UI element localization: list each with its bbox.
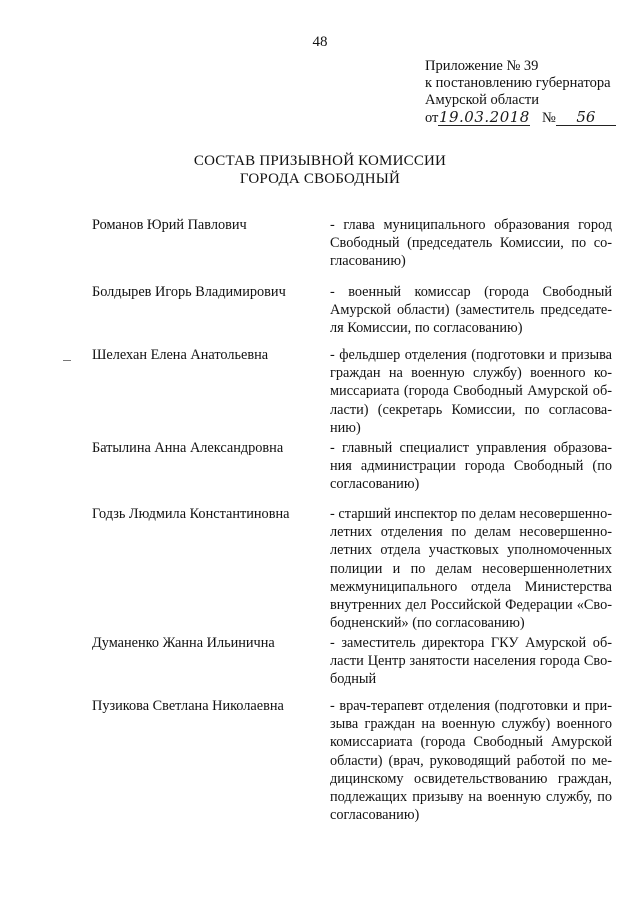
appendix-date-line: [425, 109, 616, 127]
member-name: Батылина Анна Александровна: [92, 440, 284, 456]
document-title: [0, 152, 640, 188]
appendix-line-1: Приложение № 39: [425, 58, 539, 74]
handwritten-number: 56: [556, 109, 616, 126]
member-role: - врач-терапевт отделения (подготовки и призыва граждан на военную службу) военного комиссариата (города Свободный Амурской области) (врач, руководящий работой по медицинскому освидетельствованию граждан, подлежащих призыву на военную службу, по согласованию): [330, 698, 612, 824]
member-name: Годзь Людмила Константиновна: [92, 506, 290, 522]
member-name: Пузикова Светлана Николаевна: [92, 698, 284, 714]
member-role: - военный комиссар (города Свободный Амурской области) (заместитель председателя Комиссии, по согласованию): [330, 284, 612, 337]
appendix-header: [425, 58, 616, 127]
page-number: 48: [312, 34, 328, 50]
handwritten-date: 19.03.2018: [438, 108, 530, 126]
member-role: - фельдшер отделения (подготовки и призыва граждан на военную службу) военного комиссариата (города Свободный Амурской области) (секретарь Комиссии, по согласованию): [330, 347, 612, 436]
member-name: Шелехан Елена Анатольевна: [92, 347, 269, 363]
title-line-2: ГОРОДА СВОБОДНЫЙ: [239, 171, 401, 187]
date-prefix: от: [425, 110, 439, 126]
member-name: Болдырев Игорь Владимирович: [92, 284, 286, 300]
member-role: - заместитель директора ГКУ Амурской области Центр занятости населения города Свободный: [330, 635, 612, 688]
title-line-1: СОСТАВ ПРИЗЫВНОЙ КОМИССИИ: [193, 153, 447, 169]
number-prefix: №: [542, 110, 556, 126]
appendix-line-2: к постановлению губернатора: [425, 75, 611, 91]
member-name: Романов Юрий Павлович: [92, 217, 247, 233]
member-role: - старший инспектор по делам несовершеннолетних отделения по делам несовершеннолетних отдела участковых уполномоченных полиции и по делам несовершеннолетних межмуниципального отдела Министерства внутренних дел Российской Федерации «Свободненский» (по согласованию): [330, 506, 612, 632]
member-role: - главный специалист управления образования администрации города Свободный (по согласованию): [330, 440, 612, 493]
margin-mark: [63, 360, 71, 361]
member-name: Думаненко Жанна Ильинична: [92, 635, 275, 651]
appendix-line-3: Амурской области: [425, 92, 539, 108]
member-role: - глава муниципального образования город Свободный (председатель Комиссии, по согласованию): [330, 217, 612, 270]
